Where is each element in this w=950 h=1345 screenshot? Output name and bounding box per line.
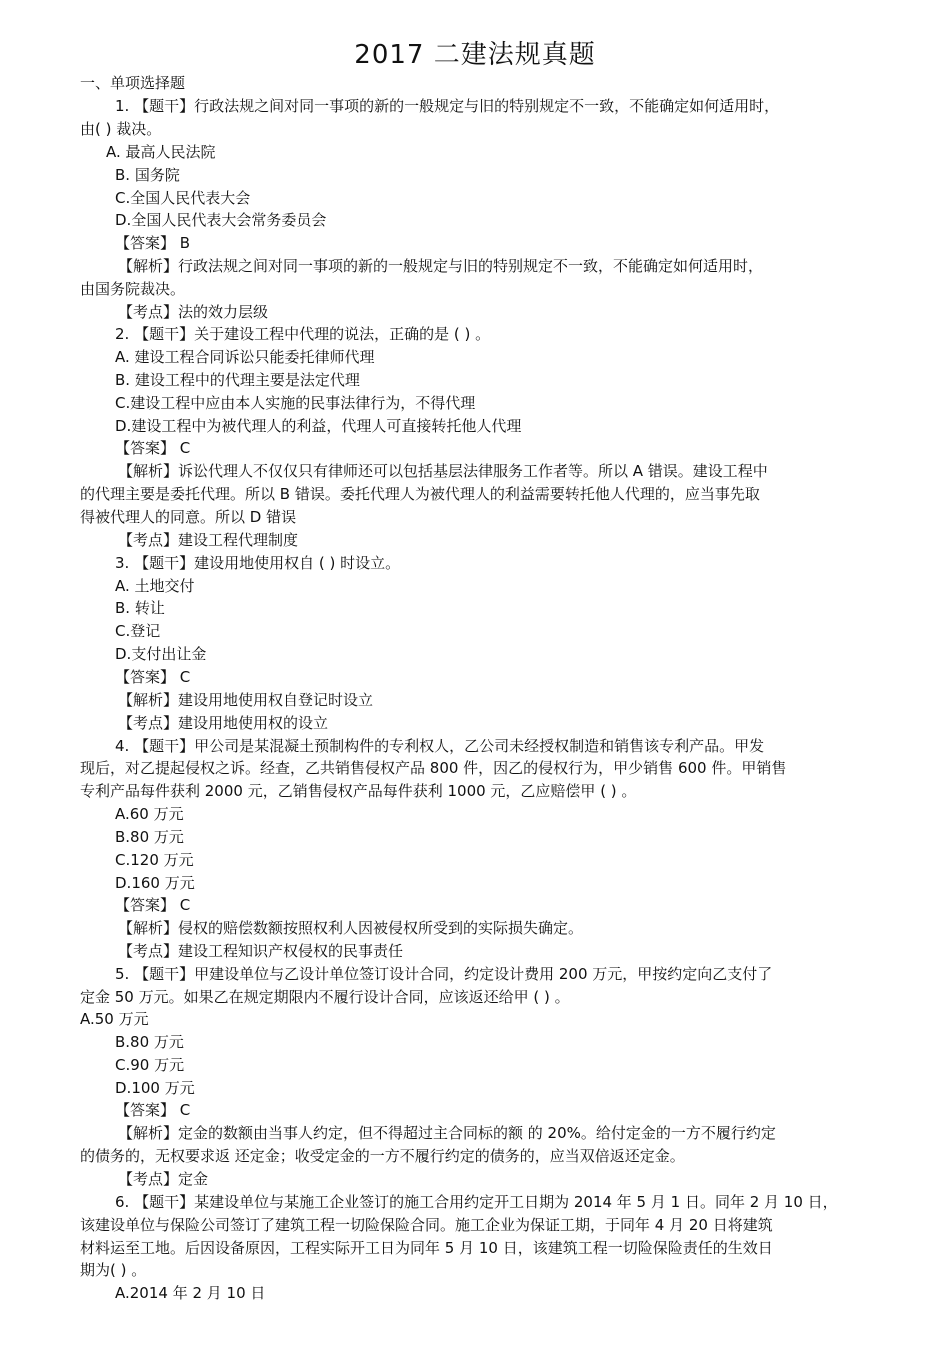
q2-analysis-cont-1: 的代理主要是委托代理。所以 B 错误。委托代理人为被代理人的利益需要转托他人代理的，应当事先取 xyxy=(80,485,760,503)
q4-stem: 4. 【题干】甲公司是某混凝土预制构件的专利权人，乙公司未经授权制造和销售该专利产品。甲发 xyxy=(115,737,765,755)
q4-stem-cont-1: 现后，对乙提起侵权之诉。经查，乙共销售侵权产品 800 件，因乙的侵权行为，甲少销售 600 件。甲销售 xyxy=(80,759,787,777)
q5-answer: 【答案】 C xyxy=(115,1101,191,1119)
q2-option-d: D.建设工程中为被代理人的利益，代理人可直接转托他人代理 xyxy=(115,417,522,435)
q4-option-d: D.160 万元 xyxy=(115,874,195,892)
q5-analysis-cont: 的债务的，无权要求返 还定金；收受定金的一方不履行约定的债务的，应当双倍返还定金。 xyxy=(80,1147,685,1165)
q4-option-b: B.80 万元 xyxy=(115,828,184,846)
q4-option-a: A.60 万元 xyxy=(115,805,184,823)
q6-stem: 6. 【题干】某建设单位与某施工企业签订的施工合用约定开工日期为 2014 年 5 月 1 日。同年 2 月 10 日， xyxy=(115,1193,838,1211)
q5-stem-cont: 定金 50 万元。如果乙在规定期限内不履行设计合同，应该返还给甲 ( ) 。 xyxy=(80,988,570,1006)
q4-analysis: 【解析】侵权的赔偿数额按照权利人因被侵权所受到的实际损失确定。 xyxy=(118,919,584,937)
q3-stem: 3. 【题干】建设用地使用权自 ( ) 时设立。 xyxy=(115,554,401,572)
q2-option-a: A. 建设工程合同诉讼只能委托律师代理 xyxy=(115,348,375,366)
q5-analysis: 【解析】定金的数额由当事人约定，但不得超过主合同标的额 的 20%。给付定金的一方不履行约定 xyxy=(118,1124,776,1142)
q2-option-b: B. 建设工程中的代理主要是法定代理 xyxy=(115,371,360,389)
q5-option-a: A.50 万元 xyxy=(80,1010,149,1028)
q1-key-point: 【考点】法的效力层级 xyxy=(118,303,269,321)
q6-option-a: A.2014 年 2 月 10 日 xyxy=(115,1284,266,1302)
q2-answer: 【答案】 C xyxy=(115,439,191,457)
q5-option-c: C.90 万元 xyxy=(115,1056,185,1074)
q5-option-b: B.80 万元 xyxy=(115,1033,184,1051)
q5-key-point: 【考点】定金 xyxy=(118,1170,209,1188)
q1-option-c: C.全国人民代表大会 xyxy=(115,189,251,207)
q1-answer: 【答案】 B xyxy=(115,234,191,252)
q1-option-d: D.全国人民代表大会常务委员会 xyxy=(115,211,327,229)
q6-stem-cont-3: 期为( ) 。 xyxy=(80,1261,147,1279)
q5-stem: 5. 【题干】甲建设单位与乙设计单位签订设计合同，约定设计费用 200 万元，甲按约定向乙支付了 xyxy=(115,965,773,983)
q2-analysis-cont-2: 得被代理人的同意。所以 D 错误 xyxy=(80,508,297,526)
q4-stem-cont-2: 专利产品每件获利 2000 元，乙销售侵权产品每件获利 1000 元，乙应赔偿甲 ( ) 。 xyxy=(80,782,637,800)
q3-option-b: B. 转让 xyxy=(115,599,165,617)
q4-answer: 【答案】 C xyxy=(115,896,191,914)
q3-option-d: D.支付出让金 xyxy=(115,645,207,663)
q4-option-c: C.120 万元 xyxy=(115,851,194,869)
q1-stem: 1. 【题干】行政法规之间对同一事项的新的一般规定与旧的特别规定不一致，不能确定如何适用时， xyxy=(115,97,780,115)
q3-option-a: A. 土地交付 xyxy=(115,577,195,595)
q1-option-b: B. 国务院 xyxy=(115,166,180,184)
section-heading: 一、单项选择题 xyxy=(80,74,186,92)
q2-key-point: 【考点】建设工程代理制度 xyxy=(118,531,299,549)
q4-key-point: 【考点】建设工程知识产权侵权的民事责任 xyxy=(118,942,404,960)
q2-analysis: 【解析】诉讼代理人不仅仅只有律师还可以包括基层法律服务工作者等。所以 A 错误。建设工程中 xyxy=(118,462,768,480)
q2-option-c: C.建设工程中应由本人实施的民事法律行为，不得代理 xyxy=(115,394,476,412)
q3-key-point: 【考点】建设用地使用权的设立 xyxy=(118,714,329,732)
q1-analysis-cont: 由国务院裁决。 xyxy=(80,280,186,298)
q1-stem-cont: 由( ) 裁决。 xyxy=(80,120,162,138)
q3-answer: 【答案】 C xyxy=(115,668,191,686)
q2-stem: 2. 【题干】关于建设工程中代理的说法，正确的是 ( ) 。 xyxy=(115,325,491,343)
q3-analysis: 【解析】建设用地使用权自登记时设立 xyxy=(118,691,374,709)
q1-option-a: A. 最高人民法院 xyxy=(106,143,216,161)
q5-option-d: D.100 万元 xyxy=(115,1079,195,1097)
q6-stem-cont-1: 该建设单位与保险公司签订了建筑工程一切险保险合同。施工企业为保证工期，于同年 4 月 20 日将建筑 xyxy=(80,1216,773,1234)
q3-option-c: C.登记 xyxy=(115,622,161,640)
q6-stem-cont-2: 材料运至工地。后因设备原因，工程实际开工日为同年 5 月 10 日，该建筑工程一切险保险责任的生效日 xyxy=(80,1239,773,1257)
q1-analysis: 【解析】行政法规之间对同一事项的新的一般规定与旧的特别规定不一致，不能确定如何适用时， xyxy=(118,257,764,275)
page-title: 2017 二建法规真题 xyxy=(354,40,596,70)
